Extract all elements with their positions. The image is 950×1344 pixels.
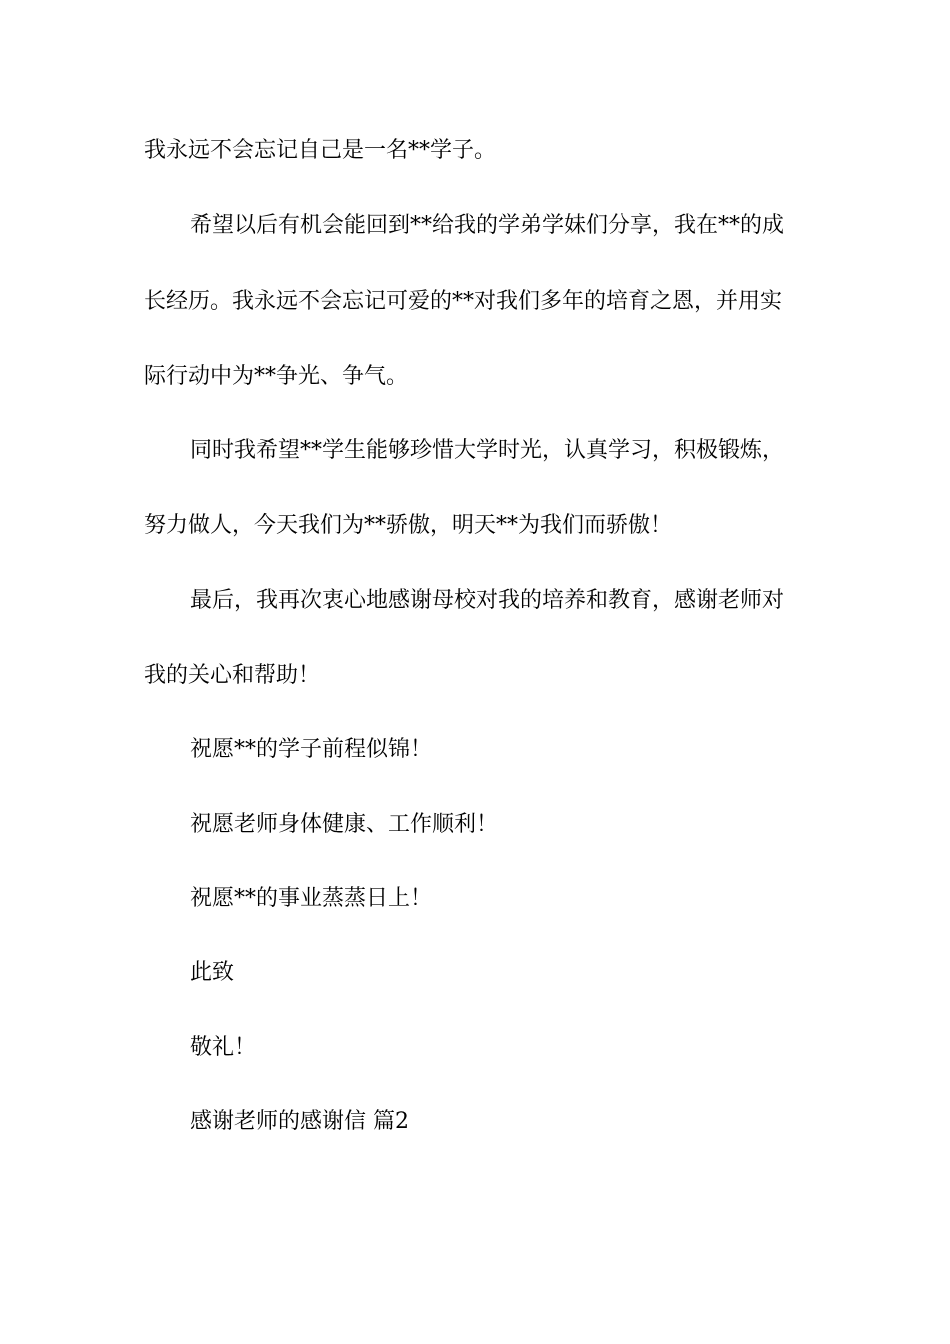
text-line: 我的关心和帮助！ (144, 663, 321, 688)
text-line: 同时我希望**学生能够珍惜大学时光，认真学习，积极锻炼， (190, 438, 785, 463)
text-line: 际行动中为**争光、争气。 (144, 364, 409, 389)
text-line: 长经历。我永远不会忘记可爱的**对我们多年的培育之恩，并用实 (144, 289, 783, 314)
text-line: 祝愿**的事业蒸蒸日上！ (190, 886, 433, 911)
text-line: 此致 (190, 960, 235, 985)
text-line: 希望以后有机会能回到**给我的学弟学妹们分享，我在**的成 (190, 213, 785, 238)
text-line: 敬礼！ (190, 1035, 257, 1060)
text-line: 最后，我再次衷心地感谢母校对我的培养和教育，感谢老师对 (190, 588, 785, 613)
text-line: 我永远不会忘记自己是一名**学子。 (144, 138, 497, 163)
text-line: 祝愿老师身体健康、工作顺利！ (190, 812, 499, 837)
section-heading: 感谢老师的感谢信 篇2 (190, 1109, 409, 1134)
text-line: 祝愿**的学子前程似锦！ (190, 737, 433, 762)
text-line: 努力做人，今天我们为**骄傲，明天**为我们而骄傲！ (144, 513, 673, 538)
